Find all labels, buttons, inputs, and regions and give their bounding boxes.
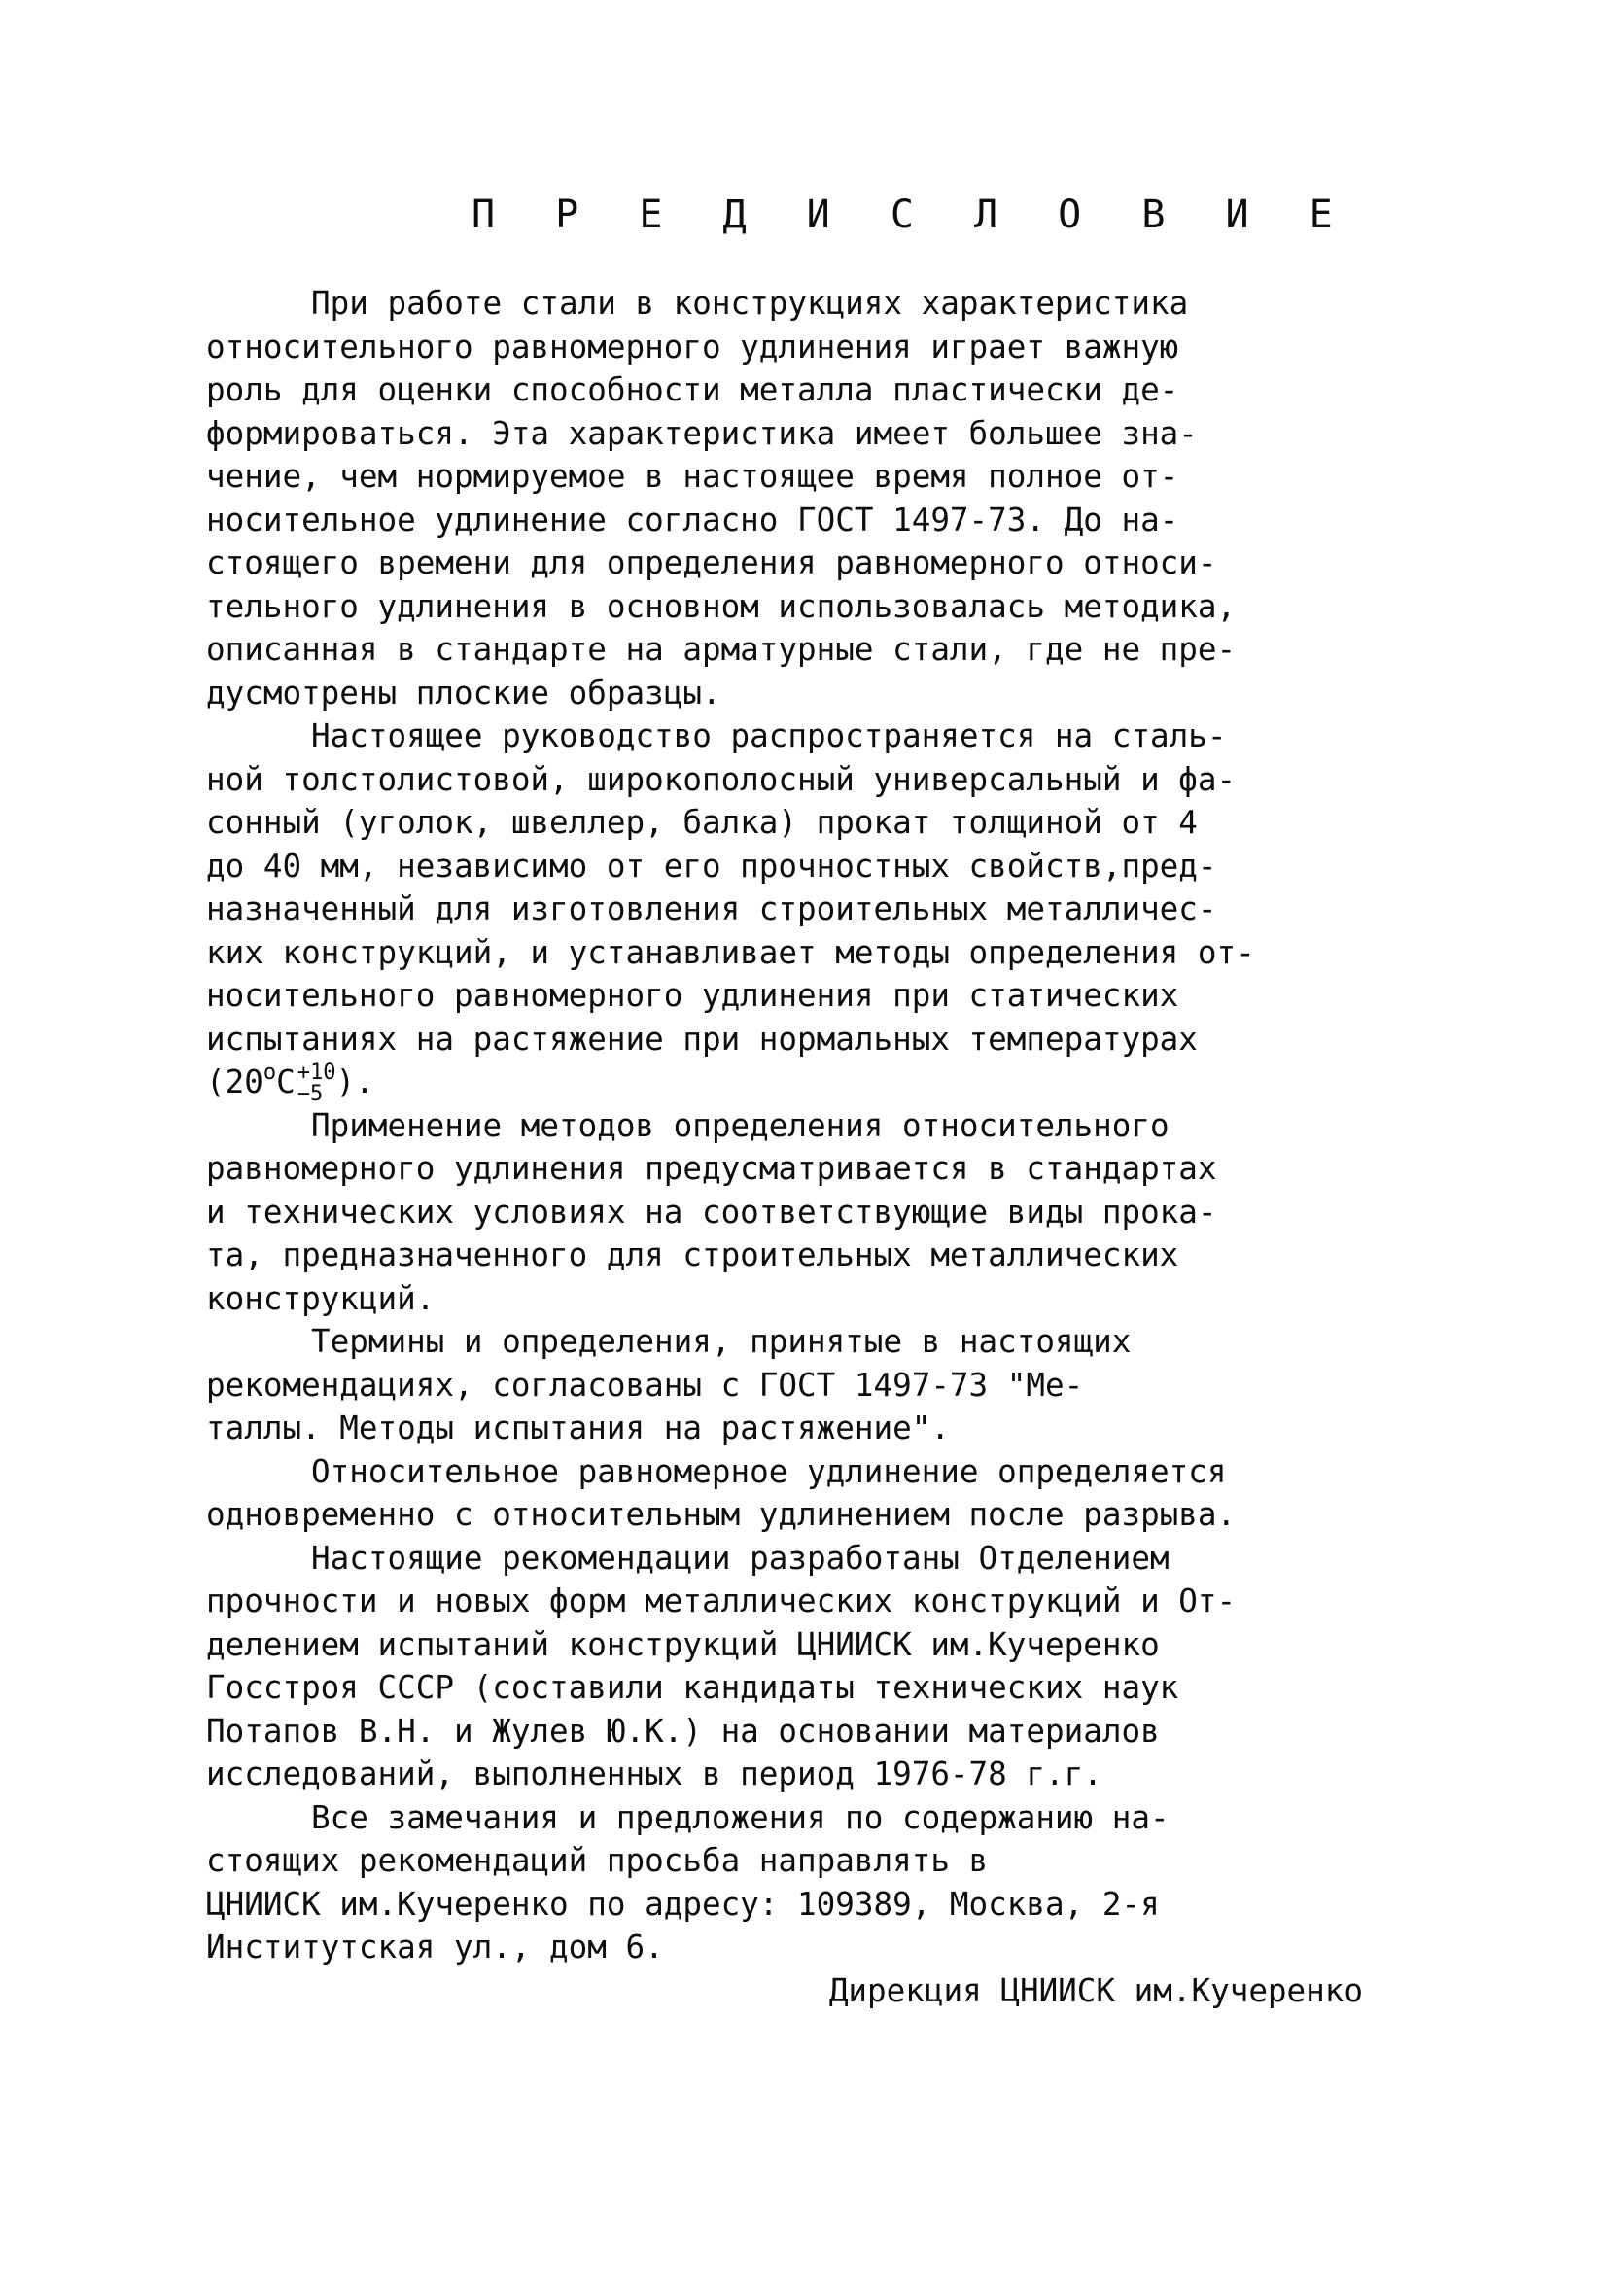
paragraph-line: Настоящие рекомендации разработаны Отделением <box>311 1539 1170 1577</box>
formula-open: (20 <box>206 1063 263 1100</box>
paragraph-line: Термины и определения, принятые в настоящих <box>311 1323 1132 1360</box>
tolerance-limits <box>297 1062 336 1105</box>
paragraph-line: испытаниях на растяжение при нормальных температурах <box>206 1020 1198 1058</box>
paragraph-line: делением испытаний конструкций ЦНИИСК им.Кучеренко <box>206 1625 1160 1663</box>
paragraph-line: одновременно с относительным удлинением после разрыва. <box>206 1496 1237 1533</box>
paragraph-line: Относительное равномерное удлинение определяется <box>311 1452 1227 1490</box>
paragraph-line: назначенный для изготовления строительных металличес- <box>206 890 1217 927</box>
paragraph-line: При работе стали в конструкциях характеристика <box>311 285 1189 322</box>
degree-sign: o <box>262 1061 277 1085</box>
paragraph-line: ких конструкций, и устанавливает методы определения от- <box>206 933 1255 971</box>
paragraph-line: носительного равномерного удлинения при статических <box>206 977 1179 1014</box>
paragraph-line: Применение методов определения относительного <box>311 1106 1170 1144</box>
paragraph-line: Потапов В.Н. и Жулев Ю.К.) на основании материалов <box>206 1712 1160 1750</box>
paragraph-line: Настоящее руководство распространяется на сталь- <box>311 717 1227 754</box>
paragraph-line: Институтская ул., дом 6. <box>206 1929 664 1966</box>
formula-unit: C <box>276 1063 296 1100</box>
paragraph-line: стоящих рекомендаций просьба направлять в <box>206 1842 989 1879</box>
paragraph-line: Госстроя СССР (составили кандидаты технических наук <box>206 1669 1179 1706</box>
signature: Дирекция ЦНИИСК им.Кучеренко <box>828 1971 1363 2009</box>
paragraph-line: ной толстолистовой, широкополосный универсальный и фа- <box>206 760 1237 798</box>
paragraph-line: та, предназначенного для строительных металлических <box>206 1236 1179 1273</box>
paragraph-line: чение, чем нормируемое в настоящее время полное от- <box>206 458 1179 495</box>
paragraph-line: таллы. Методы испытания на растяжение". <box>206 1409 950 1446</box>
page-title: П Р Е Д И С Л О В И Е <box>472 192 1351 237</box>
paragraph-line: конструкций. <box>206 1279 436 1317</box>
lower-limit: −5 <box>297 1082 324 1106</box>
paragraph-line: стоящего времени для определения равномерного относи- <box>206 544 1217 581</box>
paragraph-line: тельного удлинения в основном использовалась методика, <box>206 587 1237 625</box>
paragraph-line: носительное удлинение согласно ГОСТ 1497-73. До на- <box>206 501 1179 539</box>
paragraph-line: описанная в стандарте на арматурные стали, где не пре- <box>206 631 1237 668</box>
paragraph-line: прочности и новых форм металлических конструкций и От- <box>206 1583 1237 1619</box>
formula-close: ). <box>335 1063 374 1100</box>
paragraph-line: формироваться. Эта характеристика имеет большее зна- <box>206 414 1198 452</box>
paragraph-line: и технических условиях на соответствующие виды прока- <box>206 1193 1217 1231</box>
paragraph-line: дусмотрены плоские образцы. <box>206 674 721 712</box>
paragraph-line: ЦНИИСК им.Кучеренко по адресу: 109389, Москва, 2-я <box>206 1885 1160 1923</box>
paragraph-line: сонный (уголок, швеллер, балка) прокат толщиной от 4 <box>206 804 1198 841</box>
paragraph-line: относительного равномерного удлинения играет важную <box>206 328 1179 365</box>
paragraph-line: исследований, выполненных в период 1976-78 г.г. <box>206 1756 1102 1792</box>
temperature-formula <box>206 1061 1363 1104</box>
paragraph-line: рекомендациях, согласованы с ГОСТ 1497-73 "Ме- <box>206 1366 1084 1404</box>
upper-limit: +10 <box>297 1061 336 1085</box>
preface-body <box>206 282 1363 2012</box>
paragraph-line: Все замечания и предложения по содержанию на- <box>311 1798 1170 1836</box>
paragraph-line: равномерного удлинения предусматривается в стандартах <box>206 1150 1217 1187</box>
paragraph-line: роль для оценки способности металла пластически де- <box>206 371 1179 408</box>
paragraph-line: до 40 мм, независимо от его прочностных свойств,пред- <box>206 847 1217 885</box>
